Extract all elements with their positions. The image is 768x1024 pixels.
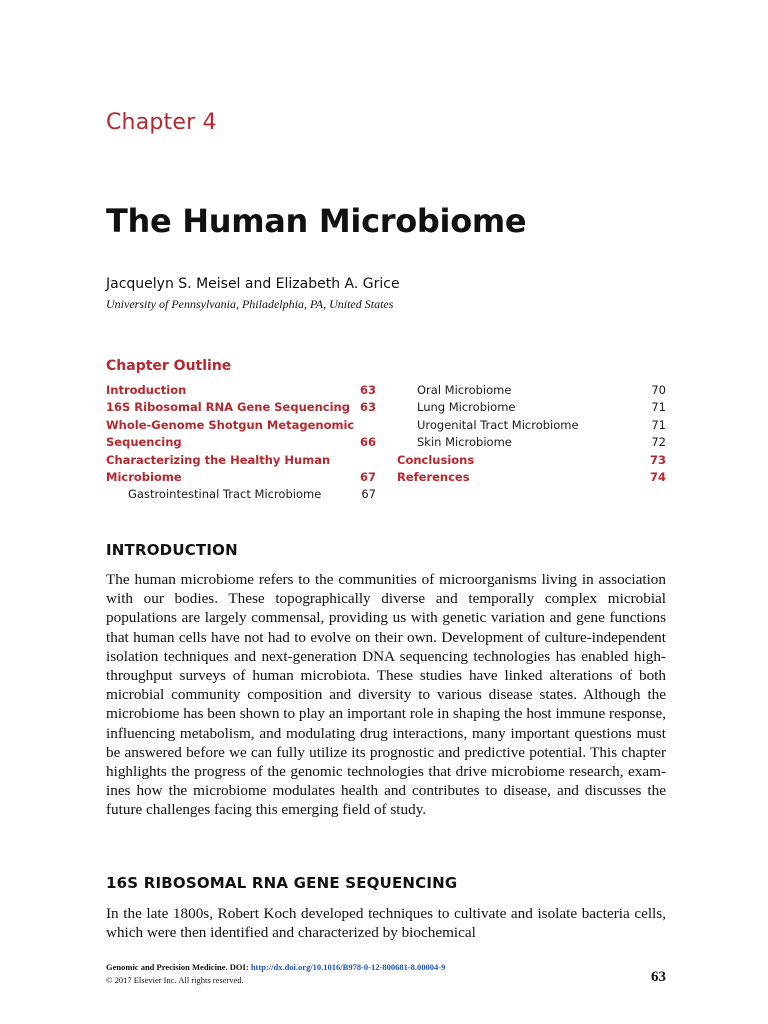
- toc-entry[interactable]: Introduction 63: [106, 383, 376, 397]
- toc-entry[interactable]: Gastrointestinal Tract Microbiome 67: [128, 487, 376, 502]
- toc-entry[interactable]: Microbiome 67: [106, 469, 376, 484]
- outline-right-column: [397, 382, 666, 486]
- copyright-notice: © 2017 Elsevier Inc. All rights reserved.: [106, 975, 244, 985]
- outline-left-column: [106, 382, 376, 504]
- book-title: Genomic and Precision Medicine. DOI:: [106, 962, 249, 972]
- toc-entry[interactable]: Urogenital Tract Microbiome 71: [417, 417, 666, 432]
- chapter-label: Chapter 4: [106, 110, 217, 135]
- toc-entry[interactable]: Sequencing 66: [106, 435, 376, 450]
- chapter-outline-heading: Chapter Outline: [106, 358, 232, 374]
- toc-entry[interactable]: Whole-Genome Shotgun Metagenomic: [106, 417, 355, 432]
- rrna-paragraph: In the late 1800s, Robert Koch developed techniques to cultivate and isolate bacteria cells, which were then identified and characterized by biochemical: [106, 905, 666, 942]
- doi-link[interactable]: http://dx.doi.org/10.1016/B978-0-12-800681-8.00004-9: [250, 962, 446, 972]
- section-heading-16s-rrna: 16S RIBOSOMAL RNA GENE SEQUENCING: [106, 874, 458, 892]
- toc-entry[interactable]: 16S Ribosomal RNA Gene Sequencing 63: [106, 400, 376, 415]
- page-number: 63: [651, 969, 666, 985]
- toc-entry[interactable]: Lung Microbiome 71: [417, 400, 666, 415]
- page-footer: [106, 962, 666, 985]
- toc-entry[interactable]: References 74: [397, 469, 666, 484]
- footer-citation: [106, 962, 666, 972]
- toc-entry[interactable]: Characterizing the Healthy Human: [106, 452, 331, 467]
- section-heading-introduction: INTRODUCTION: [106, 541, 238, 559]
- chapter-title: The Human Microbiome: [106, 202, 527, 240]
- toc-entry[interactable]: Skin Microbiome 72: [417, 435, 666, 450]
- introduction-paragraph: The human microbiome refers to the communities of microorganisms living in association with our bodies. These topographically diverse and temporally complex microbial populations are largely commensal, providing us with genetic variation and gene functions that human cells have not had to evolve on their own. Development of culture-independent isolation techniques and next-generation DNA sequencing technologies has enabled high-throughput surveys of human microbiota. These studies have linked alterations of both microbial community composition and diversity to various disease states. Although the microbiome has been shown to play an important role in shaping the host immune response, influencing metabolism, and modulating drug interactions, many important questions must be answered before we can fully utilize its prognostic and predictive potential. This chapter highlights the progress of the genomic technologies that drive microbiome research, examines how the microbiome modulates health and contributes to disease, and discusses the future challenges facing this emerging field of study.: [106, 571, 666, 819]
- authors: Jacquelyn S. Meisel and Elizabeth A. Grice: [106, 276, 400, 292]
- affiliation: University of Pennsylvania, Philadelphia, PA, United States: [106, 297, 394, 311]
- toc-entry[interactable]: Conclusions 73: [397, 452, 666, 467]
- toc-entry[interactable]: Oral Microbiome 70: [417, 383, 666, 397]
